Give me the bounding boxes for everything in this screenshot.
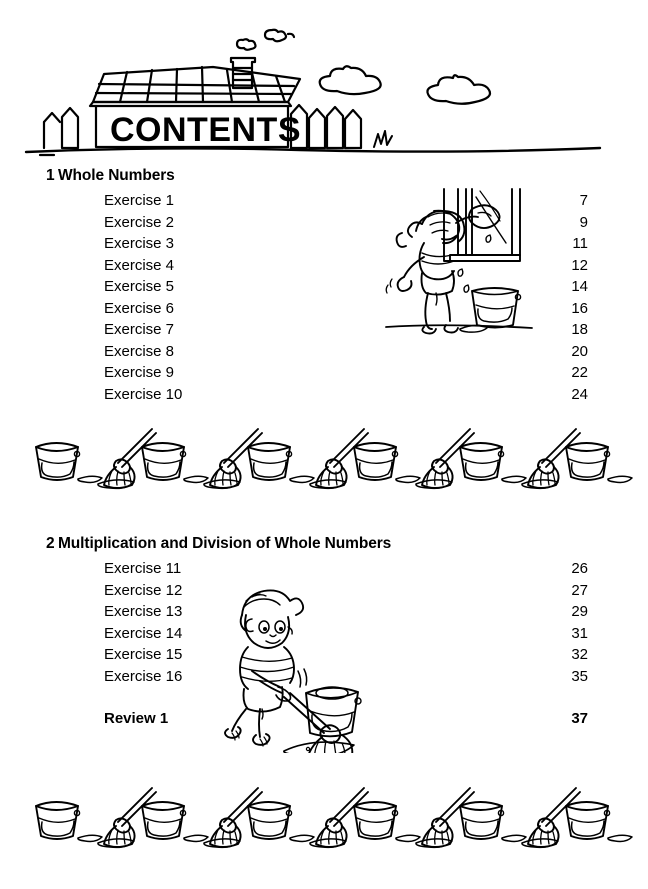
toc-entry-page: 26 [571, 560, 588, 577]
toc-entry[interactable] [0, 644, 648, 666]
toc-entry[interactable] [0, 623, 648, 645]
toc-entry-label: Exercise 15 [104, 646, 183, 663]
toc-entry-label: Exercise 7 [104, 321, 175, 338]
toc-entry-page: 14 [571, 278, 588, 295]
toc-entry-label: Exercise 9 [104, 364, 175, 381]
banner-title: CONTENTS [110, 111, 301, 149]
toc-entry-label: Exercise 1 [104, 192, 175, 209]
toc-entry-label: Exercise 10 [104, 385, 183, 403]
bucket-mop-border-bottom [0, 782, 648, 854]
toc-entry-review[interactable] [0, 708, 648, 730]
smoke-puff-icon [237, 39, 256, 50]
cloud-icon [320, 66, 381, 94]
bucket-icon [142, 802, 208, 842]
section-multiplication-division [0, 533, 648, 730]
toc-entry-page: 18 [571, 321, 588, 338]
toc-entry-page: 11 [572, 235, 588, 252]
toc-entry-label: Exercise 4 [104, 256, 175, 274]
toc-entry-page: 31 [571, 624, 588, 642]
bucket-icon [142, 443, 208, 483]
bucket-icon [354, 443, 420, 483]
bucket-mop-border-top [0, 423, 648, 495]
toc-entry-label: Exercise 13 [104, 603, 183, 620]
toc-entry-label: Exercise 11 [104, 560, 182, 577]
spacer [0, 495, 648, 533]
toc-entry-page: 29 [571, 603, 588, 620]
toc-entry-page: 20 [571, 342, 588, 360]
fence-left-icon [44, 108, 78, 148]
mop-icon [98, 429, 156, 488]
mop-icon [310, 429, 368, 488]
toc-entry[interactable] [0, 255, 648, 277]
grass-tuft-icon [374, 131, 392, 147]
section-number: 1 [46, 167, 55, 184]
toc-entry[interactable] [0, 212, 648, 234]
toc-entry-label: Exercise 2 [104, 213, 175, 231]
bucket-icon [248, 802, 314, 842]
bucket-icon [460, 443, 526, 483]
cloud-icon [427, 75, 490, 104]
toc-entry-page: 9 [579, 213, 588, 231]
roof-tiles-icon [90, 67, 300, 106]
bucket-icon [354, 802, 420, 842]
toc-entry[interactable] [0, 233, 648, 255]
toc-entry-label: Exercise 3 [104, 235, 175, 252]
bucket-icon [566, 802, 632, 842]
toc-entry-page: 37 [571, 710, 588, 727]
mop-icon [522, 788, 580, 847]
toc-entry-label: Exercise 16 [104, 667, 183, 685]
contents-body [0, 165, 648, 854]
bucket-icon [36, 443, 102, 483]
spacer [0, 405, 648, 423]
toc-entry-page: 16 [571, 299, 588, 317]
mop-icon [416, 429, 474, 488]
spacer [0, 730, 648, 782]
toc-entry[interactable] [0, 558, 648, 580]
section-title: Whole Numbers [58, 167, 175, 184]
toc-entry-page: 22 [571, 364, 588, 381]
bucket-icon [248, 443, 314, 483]
toc-entry[interactable] [0, 298, 648, 320]
toc-entry-label: Exercise 6 [104, 299, 175, 317]
mop-icon [522, 429, 580, 488]
bucket-icon [460, 802, 526, 842]
bucket-icon [566, 443, 632, 483]
toc-entry-page: 24 [571, 385, 588, 403]
section-number: 2 [46, 535, 55, 552]
bucket-icon [36, 802, 102, 842]
toc-entry[interactable] [0, 384, 648, 406]
smoke-puff-icon [265, 30, 294, 42]
toc-entry-page: 7 [579, 192, 588, 209]
toc-entry-page: 32 [571, 646, 588, 663]
mop-icon [204, 429, 262, 488]
section-whole-numbers [0, 165, 648, 405]
section-title: Multiplication and Division of Whole Numbers [58, 535, 392, 552]
mop-icon [416, 788, 474, 847]
toc-entry[interactable] [0, 580, 648, 602]
toc-entry-page: 35 [571, 667, 588, 685]
toc-entry[interactable] [0, 666, 648, 688]
toc-entry-label: Exercise 12 [104, 581, 183, 599]
section-heading [0, 165, 648, 187]
section-heading [0, 533, 648, 555]
toc-entry-label: Exercise 8 [104, 342, 175, 360]
toc-entry[interactable] [0, 601, 648, 623]
mop-icon [204, 788, 262, 847]
contents-header-artwork [0, 0, 648, 165]
toc-entry-label: Exercise 5 [104, 278, 175, 295]
toc-entry-page: 27 [571, 581, 588, 599]
toc-entry[interactable] [0, 190, 648, 212]
toc-entry-label: Exercise 14 [104, 624, 183, 642]
header-illustration [0, 0, 648, 165]
toc-entry[interactable] [0, 319, 648, 341]
toc-entry[interactable] [0, 276, 648, 298]
toc-entry[interactable] [0, 362, 648, 384]
mop-icon [98, 788, 156, 847]
toc-entry-label: Review 1 [104, 710, 169, 727]
mop-icon [310, 788, 368, 847]
toc-entry[interactable] [0, 341, 648, 363]
toc-entry-page: 12 [571, 256, 588, 274]
fence-right-icon [291, 105, 361, 148]
